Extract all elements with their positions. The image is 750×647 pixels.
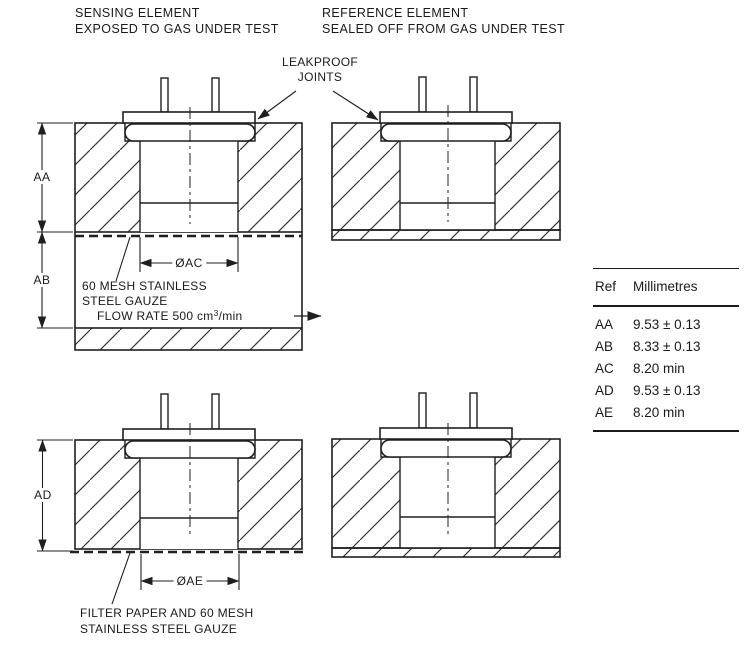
filter-paper-callout	[80, 606, 253, 637]
reference-element-title	[322, 5, 565, 37]
filter-leader-line	[112, 553, 130, 604]
terminal-pin	[470, 77, 477, 112]
leakproof-line1: LEAKPROOF	[281, 55, 359, 69]
filter-line2: STAINLESS STEEL GAUZE	[80, 621, 238, 636]
reference-title-line2: SEALED OFF FROM GAS UNDER TEST	[322, 22, 566, 36]
gauze-line2: STEEL GAUZE	[82, 293, 168, 308]
terminal-pin	[161, 78, 168, 112]
flow-rate-text: FLOW RATE 500 cm	[97, 309, 214, 323]
sealed-base-plate	[332, 230, 560, 240]
cap-plate	[380, 112, 512, 123]
row-value: 8.20 min	[633, 361, 685, 376]
table-body	[593, 307, 739, 430]
cap-plate	[123, 112, 255, 123]
gauze-leader-line	[116, 237, 130, 281]
row-ref: AA	[595, 317, 614, 332]
cap-plate	[380, 428, 512, 439]
table-header-ref: Ref	[595, 279, 617, 294]
row-value: 8.33 ± 0.13	[633, 339, 701, 354]
table-header-millimetres: Millimetres	[633, 279, 698, 294]
row-ref: AB	[595, 339, 614, 354]
row-ref: AD	[595, 383, 614, 398]
dim-label-AE: ØAE	[174, 574, 207, 588]
chamber-base-plate	[75, 328, 302, 350]
gauze-callout	[82, 279, 207, 308]
sensing-title-line1: SENSING ELEMENT	[75, 6, 200, 20]
reference-element-diagram	[332, 77, 560, 240]
flow-rate-unit: /min	[218, 309, 243, 323]
sensing-title-line2: EXPOSED TO GAS UNDER TEST	[75, 22, 279, 36]
reference-table	[593, 268, 739, 432]
dim-label-AB: AB	[30, 273, 53, 287]
gauze-line1: 60 MESH STAINLESS	[82, 279, 207, 293]
leakproof-line2: JOINTS	[297, 70, 343, 84]
leakproof-arrow-right	[333, 91, 378, 120]
table-row	[593, 317, 739, 339]
table-header	[593, 269, 739, 305]
sensing-element-title	[75, 5, 279, 37]
reference-element-filter-diagram	[332, 393, 560, 557]
terminal-pin	[470, 393, 477, 428]
table-rule-bottom	[593, 430, 739, 432]
row-value: 8.20 min	[633, 405, 685, 420]
leakproof-joints-callout	[282, 55, 358, 85]
terminal-pin	[212, 394, 219, 429]
sealed-base-plate	[332, 548, 560, 557]
seal-joint	[381, 440, 511, 457]
row-value: 9.53 ± 0.13	[633, 383, 701, 398]
leakproof-arrow-left	[258, 91, 296, 119]
dim-label-AC: ØAC	[172, 256, 206, 270]
table-row	[593, 405, 739, 427]
sensing-element-filter-diagram	[70, 394, 306, 552]
row-value: 9.53 ± 0.13	[633, 317, 701, 332]
filter-line1: FILTER PAPER AND 60 MESH	[80, 606, 254, 620]
row-ref: AE	[595, 405, 614, 420]
reference-title-line1: REFERENCE ELEMENT	[322, 6, 469, 20]
seal-joint	[381, 124, 511, 141]
flow-rate-exponent: 3	[213, 307, 219, 318]
terminal-pin	[419, 77, 426, 112]
terminal-pin	[419, 393, 426, 428]
terminal-pin	[161, 394, 168, 429]
table-row	[593, 339, 739, 361]
terminal-pin	[212, 78, 219, 112]
dim-label-AD: AD	[31, 488, 55, 502]
cap-plate	[123, 429, 255, 440]
table-row	[593, 383, 739, 405]
row-ref: AC	[595, 361, 614, 376]
dim-label-AA: AA	[30, 170, 53, 184]
flow-rate-callout	[97, 309, 243, 325]
table-row	[593, 361, 739, 383]
